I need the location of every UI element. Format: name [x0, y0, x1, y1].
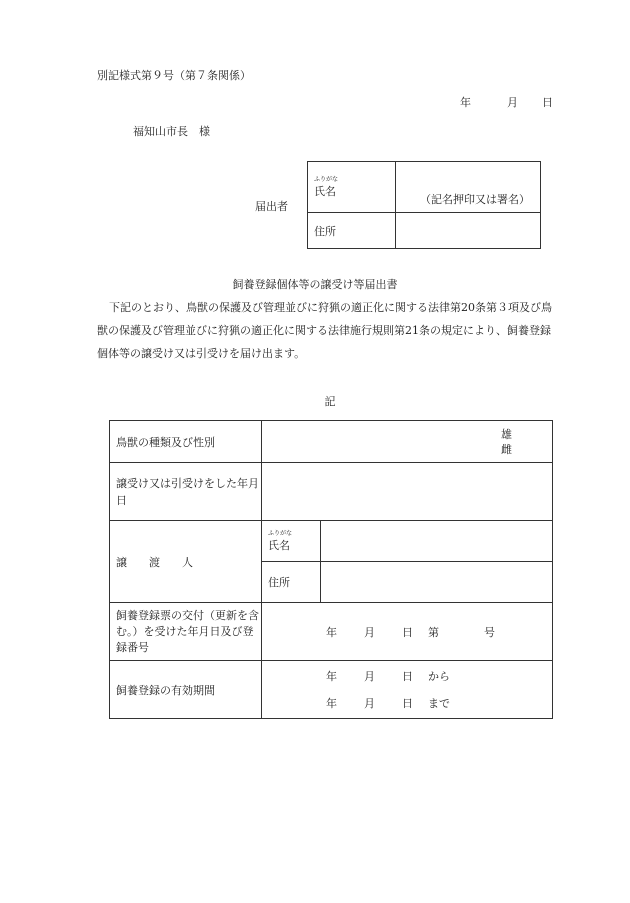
date-year: 年 [460, 96, 471, 109]
species-label: 鳥獣の種類及び性別 [110, 421, 262, 463]
applicant-furigana: ふりがな [314, 175, 339, 183]
date-day: 日 [542, 96, 553, 109]
ki-heading: 記 [324, 395, 336, 408]
female-label: 雌 [501, 442, 512, 456]
table-row [110, 661, 553, 719]
table-row [110, 603, 553, 661]
transferor-name-label-cell [262, 521, 321, 562]
reg-month: 月 [364, 625, 375, 639]
applicant-name-label: 氏名 [314, 184, 336, 198]
valid-until-day: 日 [402, 696, 413, 710]
validity-field[interactable] [262, 661, 553, 719]
valid-until-year: 年 [326, 696, 337, 710]
transferor-name-label: 氏名 [268, 538, 290, 552]
form-number: 別記様式第９号（第７条関係） [97, 69, 251, 82]
validity-label: 飼養登録の有効期間 [110, 661, 262, 719]
transferor-label: 譲 渡 人 [116, 555, 193, 569]
applicant-table [307, 161, 541, 249]
valid-until-month: 月 [364, 696, 375, 710]
table-row [110, 521, 553, 562]
body-paragraph: 下記のとおり、鳥獣の保護及び管理並びに狩猟の適正化に関する法律第20条第３項及び鳥獣の保護及び管理並びに狩猟の適正化に関する法律施行規則第21条の規定により、飼養登録個体等の譲受け又は引受けを届け出ます。 [97, 301, 552, 360]
body-text [97, 296, 555, 365]
addressee: 福知山市長 様 [133, 125, 210, 138]
date-line [460, 94, 553, 110]
male-label: 雄 [501, 427, 512, 441]
transfer-date-label: 譲受け又は引受けをした年月日 [110, 463, 262, 521]
transferor-address-label: 住所 [262, 562, 321, 603]
transferor-furigana: ふりがな [268, 529, 293, 537]
applicant-address-field[interactable] [396, 213, 541, 249]
transferor-label-cell [110, 521, 262, 603]
reg-year: 年 [326, 625, 337, 639]
main-table [109, 420, 553, 719]
transferor-address-field[interactable] [321, 562, 553, 603]
date-month: 月 [507, 96, 518, 109]
reg-dai: 第 [428, 625, 439, 639]
species-field[interactable] [262, 421, 553, 463]
transferor-name-field[interactable] [321, 521, 553, 562]
valid-from-month: 月 [364, 669, 375, 683]
document-title: 飼養登録個体等の譲受け等届出書 [232, 278, 398, 291]
valid-from-year: 年 [326, 669, 337, 683]
registration-date-grid [326, 624, 552, 640]
validity-until-grid [326, 690, 552, 717]
valid-from-day: 日 [402, 669, 413, 683]
applicant-name-field[interactable] [396, 162, 541, 213]
registration-field[interactable] [262, 603, 553, 661]
validity-from-grid [326, 663, 552, 690]
seal-note: （記名押印又は署名） [420, 193, 530, 206]
applicant-label: 届出者 [255, 200, 288, 213]
valid-from: から [428, 669, 450, 683]
reg-go: 号 [484, 625, 495, 639]
applicant-name-label-cell [308, 162, 396, 213]
applicant-address-label: 住所 [308, 213, 396, 249]
reg-day: 日 [402, 625, 413, 639]
valid-until: まで [428, 696, 450, 710]
registration-label: 飼養登録票の交付（更新を含む。）を受けた年月日及び登録番号 [110, 603, 262, 661]
table-row [110, 421, 553, 463]
table-row [110, 463, 553, 521]
transfer-date-field[interactable] [262, 463, 553, 521]
